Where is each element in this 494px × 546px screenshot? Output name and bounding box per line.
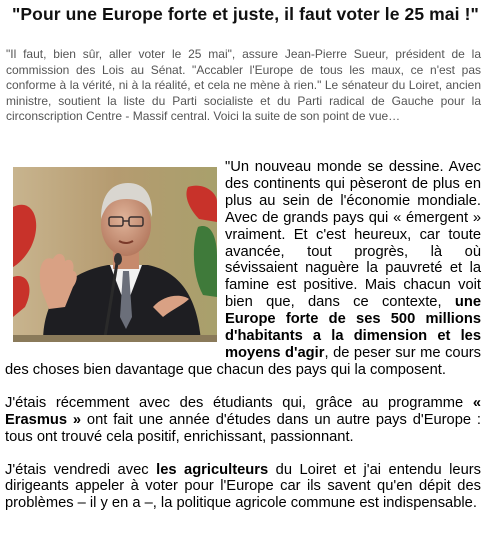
paragraph-1-emphasis: une Europe forte de ses 500 millions d'habitants a la dimension et les moyens d'agir bbox=[225, 294, 481, 361]
paragraph-1-text: "Un nouveau monde se dessine. Avec des continents qui pèseront de plus en plus au sein de l'économie mondiale. Avec de grands pays qui « émergent » vraiment. Et c'est heureux, car toute avancée, tout progrès, là où sévissaient naguère la pauvreté et la famine est positive. Mais chacun voit bien que, dans ce contexte, bbox=[225, 159, 481, 311]
paragraph-3-emphasis: les agriculteurs bbox=[156, 461, 269, 478]
paragraph-2-emphasis: « Erasmus » bbox=[5, 394, 481, 428]
article-intro: "Il faut, bien sûr, aller voter le 25 mai", assure Jean-Pierre Sueur, président de la commission des Lois au Sénat. "Accabler l'Europe de tous les maux, ce n'est pas conforme à la vérité, ni à la réalité, et cela ne mène à rien." Le sénateur du Loiret, ancien ministre, soutient la liste du Parti socialiste et du Parti radical de Gauche pour la circonscription Centre - Massif central. Voici la suite de son point de vue… bbox=[6, 47, 481, 124]
paragraph-3-text: J'étais vendredi avec bbox=[5, 461, 157, 478]
photo-spacer bbox=[5, 159, 225, 345]
paragraph-2 bbox=[5, 395, 481, 446]
paragraph-3 bbox=[5, 462, 481, 513]
paragraph-1-text-end: , de peser sur me cours des choses bien davantage que chacun des pays qui la composent. bbox=[5, 344, 481, 378]
paragraph-2-text: J'étais récemment avec des étudiants qui, grâce au programme bbox=[5, 394, 473, 411]
article-body bbox=[5, 159, 481, 528]
article-title: "Pour une Europe forte et juste, il faut voter le 25 mai !" bbox=[12, 4, 479, 24]
paragraph-2-text-end: ont fait une année d'études dans un autre pays d'Europe : tous ont trouvé cela positif, enrichissant, passionnant. bbox=[5, 411, 481, 445]
paragraph-3-text-end: du Loiret et j'ai entendu leurs dirigeants appeler à voter pour l'Europe car ils savent qu'en dépit des problèmes – il y en a –, la politique agricole commune est indispensable. bbox=[5, 461, 481, 512]
